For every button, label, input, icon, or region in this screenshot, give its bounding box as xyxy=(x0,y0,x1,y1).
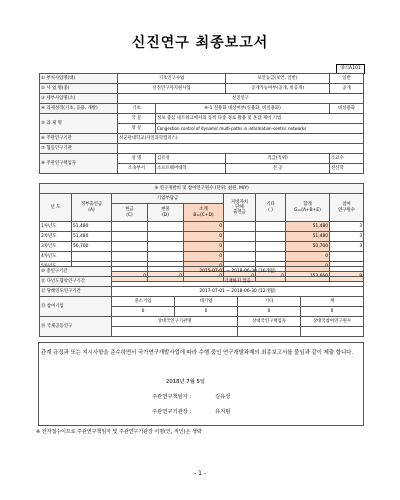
gov-cell: 51,480 xyxy=(72,222,112,232)
row-coop-institution xyxy=(40,144,364,154)
local-cell xyxy=(224,222,256,232)
submission-statement: 관계 규정과 또는 지시사항을 준수하면서 국가연구개발사업에 따라 수행 중인 연구개발과제의 최종보고서를 붙임과 같이 제출 합니다. xyxy=(41,350,354,356)
label-pi-dept: 소속부서 xyxy=(118,164,156,174)
sum-inkind-cell: 0 xyxy=(148,272,184,282)
label-pi-major: 전 공 xyxy=(226,164,330,174)
value-commercial: 비실용화 xyxy=(330,104,364,114)
row-multiyear-period xyxy=(40,277,364,287)
value-sme: 0 xyxy=(112,307,175,317)
row-intl-header xyxy=(40,317,364,327)
researchers-cell xyxy=(330,252,364,262)
pi-signature-name: 김유성 xyxy=(215,394,231,400)
subtotal-cell: 0 xyxy=(184,242,224,252)
label-korean: 국 문 xyxy=(118,114,156,124)
value-disclosure: 공개 xyxy=(330,84,364,94)
label-ministry: ① 부처사업명(대) xyxy=(40,74,118,84)
form-id-badge: 양식A101 xyxy=(336,64,365,74)
page-number: - 1 - xyxy=(194,470,206,477)
other-cell xyxy=(256,252,286,262)
value-pi-major: 전산학 xyxy=(330,164,364,174)
row-current-period xyxy=(40,287,364,297)
total-cell: 50,700 xyxy=(286,242,330,252)
local-cell xyxy=(224,252,256,262)
label-participating-companies: ⑬ 참여기업 xyxy=(40,297,112,317)
sum-total-cell: 153,660 xyxy=(286,272,330,282)
value-current-period: 2017-07-01 ~ 2018-06-30 (12개월) xyxy=(112,287,364,297)
header-private: 기업부담금 xyxy=(112,194,224,204)
header-local: 지방자치 단체 출연금 xyxy=(224,194,256,222)
year-cell: 2차년도 xyxy=(40,232,72,242)
header-inkind: 현물 (D) xyxy=(148,204,184,222)
total-cell: 51,480 xyxy=(286,222,330,232)
sum-subtotal-cell: 0 xyxy=(184,272,224,282)
row-nature xyxy=(40,104,364,114)
value-program: 신진연구자지원사업 xyxy=(118,84,226,94)
row-participating-companies-header xyxy=(40,297,364,307)
budget-caption-row xyxy=(40,184,364,194)
gov-cell: 51,480 xyxy=(72,232,112,242)
value-large-company: 0 xyxy=(175,307,238,317)
value-ministry: 기초연구사업 xyxy=(118,74,226,84)
label-disclosure: 공개가능여부(공개, 비공개) xyxy=(226,84,330,94)
value-company-total: 0 xyxy=(301,307,364,317)
header-other-company: 기타 xyxy=(238,297,301,307)
year-cell: 1차년도 xyxy=(40,222,72,232)
budget-caption: ⑨ 연구개발비 및 참여연구원수 (단위: 천원, M/Y) xyxy=(40,184,364,194)
label-subprogram: ③ 세부사업명(소) xyxy=(40,94,118,104)
subtotal-cell: 0 xyxy=(184,262,224,272)
value-partner-institution xyxy=(112,327,238,337)
label-pi-position: 직급(직위) xyxy=(226,154,330,164)
header-company-total: 계 xyxy=(301,297,364,307)
value-pi-position: 조교수 xyxy=(330,154,364,164)
inkind-cell xyxy=(148,222,184,232)
label-intl-joint: ⑭ 국제공동연구 xyxy=(40,317,112,337)
header-researchers: 참여 연구원수 xyxy=(330,194,364,222)
value-other-company: 0 xyxy=(238,307,301,317)
label-english: 영 문 xyxy=(118,124,156,134)
header-partner-pi: 상대국연구책임자 xyxy=(238,317,301,327)
subtotal-cell: 0 xyxy=(184,232,224,242)
label-pi-name: 성 명 xyxy=(118,154,156,164)
value-pi-dept: 소프트웨어대학 xyxy=(156,164,226,174)
subtotal-cell: 0 xyxy=(184,252,224,262)
total-cell: 51,480 xyxy=(286,232,330,242)
label-nature: ④ 과제성격(기초, 응용, 개발) xyxy=(40,104,118,114)
header-other: 기타 ( ) xyxy=(256,194,286,222)
pi-signature-label: 주관연구책임자 : xyxy=(152,394,192,400)
value-partner-researchers xyxy=(301,327,364,337)
header-large-company: 대기업 xyxy=(175,297,238,307)
inkind-cell xyxy=(148,252,184,262)
label-current-period: ⑫ 당해연도연구기간 xyxy=(40,287,112,297)
budget-row xyxy=(40,232,364,242)
label-total-period: ⑩ 총연구기간 xyxy=(40,267,112,277)
header-partner-institution: 상대국연구기관명 xyxy=(112,317,238,327)
value-security: 일반 xyxy=(330,74,364,84)
year-cell: 3차년도 xyxy=(40,242,72,252)
report-title: 신진연구 최종보고서 xyxy=(131,35,269,51)
head-signature-label: 주관연구기관장 : xyxy=(152,409,192,415)
header-partner-researchers: 상대국참여연구원수 xyxy=(301,317,364,327)
sum-cash-cell: 0 xyxy=(112,272,148,282)
header-cash: 현금 (C) xyxy=(112,204,148,222)
subtotal-cell: 0 xyxy=(184,222,224,232)
head-signature-name: 유지범 xyxy=(215,409,231,415)
row-host-institution xyxy=(40,134,364,144)
header-gov: 정부출연금 (A) xyxy=(72,194,112,222)
researchers-cell: 3 xyxy=(330,242,364,252)
total-cell: 0 xyxy=(286,252,330,262)
label-coop-institution: ⑦ 협동연구기관 xyxy=(40,144,118,154)
local-cell xyxy=(224,232,256,242)
other-cell xyxy=(256,242,286,252)
label-program: ② 사 업 명(중) xyxy=(40,84,118,94)
value-partner-pi xyxy=(238,327,301,337)
researchers-cell: 3 xyxy=(330,232,364,242)
budget-header-row-1 xyxy=(40,194,364,204)
footnote: ※ 전자접수이므로 주관연구책임자 및 주관연구기관장 서명(인, 직인)은 생략 xyxy=(36,429,202,435)
value-coop-institution xyxy=(118,144,364,154)
year-cell: 4차년도 xyxy=(40,252,72,262)
budget-row xyxy=(40,252,364,262)
budget-row xyxy=(40,222,364,232)
sum-researchers-cell: 9 xyxy=(330,272,364,282)
row-subprogram xyxy=(40,94,364,104)
label-host-institution: ⑥ 주관연구기관 xyxy=(40,134,118,144)
cash-cell xyxy=(112,222,148,232)
inkind-cell xyxy=(148,232,184,242)
value-total-period: 2015-07-01 ~ 2018-06-30 (36개월) xyxy=(112,267,364,277)
header-sme: 중소기업 xyxy=(112,297,175,307)
other-cell xyxy=(256,232,286,242)
local-cell xyxy=(224,242,256,252)
cash-cell xyxy=(112,242,148,252)
row-title-korean xyxy=(40,114,364,124)
value-subprogram: 신진연구 xyxy=(118,94,364,104)
submission-date: 2018년 7월 5일 xyxy=(166,379,205,385)
value-english-title: Congestion control of dynamic multi-paths in information-centric networks xyxy=(156,124,364,134)
sum-local-cell: 0 xyxy=(224,272,256,282)
value-host-institution: 성균관대학교(자연과학캠퍼스) xyxy=(118,134,364,144)
period-table xyxy=(39,266,364,337)
value-pi-name: 김유성 xyxy=(156,154,226,164)
header-year: 년 도 xyxy=(40,194,72,222)
gov-cell: 50,700 xyxy=(72,242,112,252)
label-project-title: ⑤ 과 제 명 xyxy=(40,114,118,134)
sum-other-cell: 0 xyxy=(256,272,286,282)
total-cell: 0 xyxy=(286,262,330,272)
row-total-period xyxy=(40,267,364,277)
budget-row xyxy=(40,242,364,252)
value-nature: 기초 xyxy=(118,104,156,114)
other-cell xyxy=(256,222,286,232)
row-pi-name xyxy=(40,154,364,164)
label-security: 보안등급(보안, 일반) xyxy=(226,74,330,84)
cash-cell xyxy=(112,232,148,242)
row-program xyxy=(40,84,364,94)
value-multiyear-period: 기재하지 않음 xyxy=(112,277,364,287)
researchers-cell: 3 xyxy=(330,222,364,232)
inkind-cell xyxy=(148,242,184,252)
label-multiyear-period: ⑪ 다년도협약연구기간 xyxy=(40,277,112,287)
gov-cell xyxy=(72,252,112,262)
row-ministry xyxy=(40,74,364,84)
info-table xyxy=(39,73,364,174)
label-commercial: ④-1 실용화 대상여부(실용화, 비실용화) xyxy=(156,104,330,114)
header-subtotal: 소계 B=(C+D) xyxy=(184,204,224,222)
value-korean-title: 정보 중심 네트워크에서의 동적 다중 경로 활용 및 혼잡 제어 기법 xyxy=(156,114,364,124)
label-pi: ⑧ 주관연구책임자 xyxy=(40,154,118,174)
cash-cell xyxy=(112,252,148,262)
header-sum: 합계 G=(A+B+E) xyxy=(286,194,330,222)
